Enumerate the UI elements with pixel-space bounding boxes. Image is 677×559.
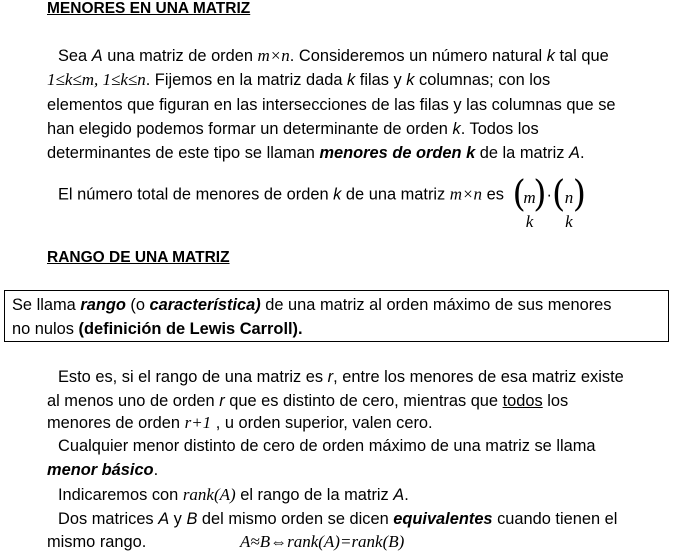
text: . Todos los — [460, 120, 539, 138]
text: de una matriz — [341, 185, 450, 204]
term-rango: rango — [80, 296, 126, 314]
binom-top: m — [523, 187, 536, 207]
right-paren: ) — [572, 172, 586, 216]
definition-credit: (definición de Lewis Carroll). — [78, 320, 303, 338]
paragraph-line — [47, 70, 550, 90]
heading-menores: MENORES EN UNA MATRIZ — [47, 0, 251, 17]
text: tal que — [554, 47, 609, 65]
text: no nulos — [12, 320, 79, 338]
math-var: A — [569, 144, 580, 162]
text: Dos matrices — [58, 510, 159, 528]
paragraph-line — [47, 144, 585, 163]
math-var: A — [91, 47, 103, 65]
text: al menos uno de orden — [47, 392, 220, 410]
underlined-word: todos — [502, 392, 543, 410]
text: del mismo orden se dicen — [197, 510, 394, 528]
left-paren: ( — [512, 172, 526, 216]
math-var: r — [327, 368, 334, 386]
text: han elegido podemos formar un determinante de orden — [47, 120, 453, 138]
paragraph-line — [58, 485, 409, 505]
right-paren: ) — [533, 172, 547, 216]
text: que es distinto de cero, mientras que — [224, 392, 503, 410]
term-equivalentes: equivalentes — [393, 510, 493, 528]
term-menores: menores de orden k — [319, 144, 476, 162]
definition-line — [12, 320, 303, 339]
paragraph-line — [47, 461, 158, 480]
paragraph-line — [47, 413, 433, 433]
math-var: k — [546, 47, 555, 65]
term-caracteristica: característica) — [149, 296, 261, 314]
text: Se llama — [12, 296, 81, 314]
math-expr: rank(A) — [182, 485, 236, 504]
text: una matriz de orden — [102, 47, 258, 65]
text: menores de orden — [47, 414, 185, 432]
text: de una matriz al orden máximo de sus menores — [260, 296, 612, 314]
math-var: k — [406, 71, 415, 89]
text: El número total de menores de orden — [58, 185, 334, 204]
text: Esto es, si el rango de una matriz es — [58, 368, 328, 386]
text: . — [579, 144, 585, 162]
text: y — [169, 510, 187, 528]
text: los — [542, 392, 569, 410]
paragraph-line — [58, 368, 624, 387]
term-menor-basico: menor básico — [47, 461, 154, 479]
equivalence-formula: A≈B⇔rank(A)=rank(B) — [240, 532, 405, 551]
text: . Fijemos en la matriz dada — [145, 71, 348, 89]
math-expr: m×n — [257, 46, 290, 65]
math-var: A — [393, 486, 405, 504]
left-paren: ( — [551, 172, 566, 216]
text: filas y — [355, 71, 407, 89]
paragraph-line — [47, 392, 568, 411]
text: , entre los menores de esa matriz existe — [333, 368, 624, 386]
text: (o — [125, 296, 150, 314]
math-expr: r+1 — [184, 413, 212, 432]
binom-top: n — [564, 187, 574, 207]
paragraph-line — [58, 510, 617, 529]
math-var: B — [186, 510, 198, 528]
text: cuando tienen el — [492, 510, 618, 528]
binomial-line — [58, 169, 586, 231]
paragraph-line — [47, 120, 539, 139]
paragraph-line: Cualquier menor distinto de cero de orden máximo de una matriz se llama — [58, 437, 596, 455]
text: el rango de la matriz — [235, 486, 394, 504]
paragraph-line: elementos que figuran en las intersecciones de las filas y las columnas que se — [47, 96, 616, 114]
definition-line — [12, 296, 611, 315]
heading-rango: RANGO DE UNA MATRIZ — [47, 249, 230, 266]
binom-bottom: k — [565, 211, 573, 231]
paragraph-line: mismo rango. — [47, 533, 147, 551]
text: columnas; con los — [414, 71, 551, 89]
math-var: k — [333, 185, 342, 204]
dot-operator: · — [546, 185, 552, 204]
text: , u orden superior, valen cero. — [211, 414, 433, 432]
math-var: k — [452, 120, 461, 138]
text: . — [153, 461, 159, 479]
text: Indicaremos con — [58, 486, 183, 504]
text: Sea — [58, 47, 92, 65]
math-var: r — [219, 392, 225, 410]
text: es — [482, 185, 504, 204]
text: de la matriz — [475, 144, 570, 162]
text: determinantes de este tipo se llaman — [47, 144, 320, 162]
math-var: A — [158, 510, 170, 528]
paragraph-line — [58, 46, 609, 66]
binomial-m-k — [512, 170, 547, 231]
math-var: k — [347, 71, 356, 89]
binomial-n-k — [551, 170, 586, 231]
binom-bottom: k — [525, 211, 534, 231]
text: . — [404, 486, 409, 504]
math-expr: m×n — [449, 184, 483, 204]
math-expr: 1≤k≤m, 1≤k≤n — [47, 70, 146, 89]
text: . Consideremos un número natural — [289, 47, 547, 65]
